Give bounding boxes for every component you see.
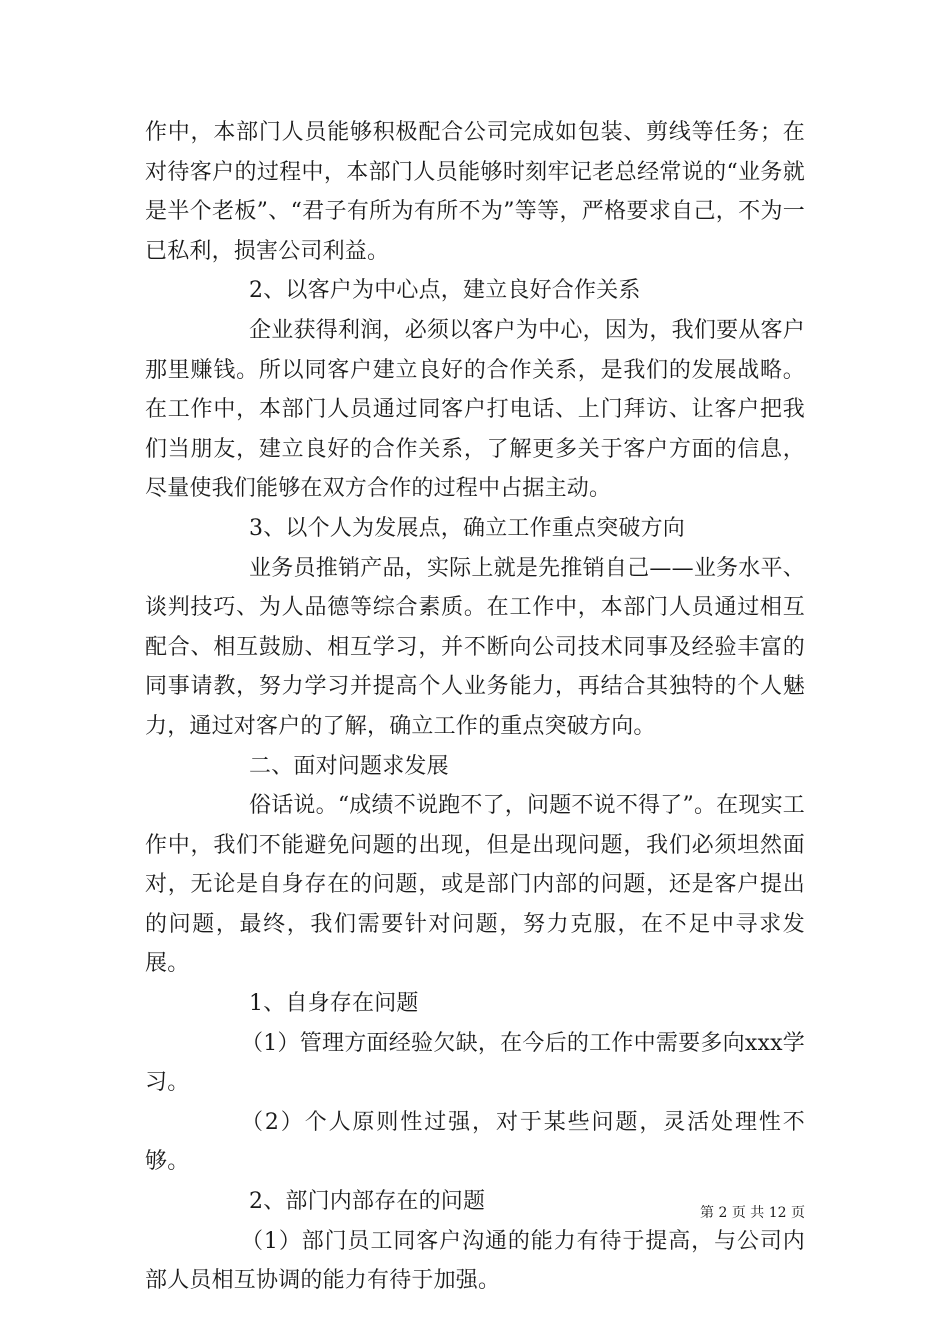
paragraph-saying: 俗话说。“成绩不说跑不了，问题不说不得了”。在现实工作中，我们不能避免问题的出现，但是出现问题，我们必须坦然面对，无论是自身存在的问题，或是部门内部的问题，还是客户提出的问题，最终，我们需要针对问题，努力克服，在不足中寻求发展。 <box>145 793 805 977</box>
paragraph-salesperson: 业务员推销产品，实际上就是先推销自己——业务水平、谈判技巧、为人品德等综合素质。在工作中，本部门人员通过相互配合、相互鼓励、相互学习，并不断向公司技术同事及经验丰富的同事请教，努力学习并提高个人业务能力，再结合其独特的个人魅力，通过对客户的了解，确立工作的重点突破方向。 <box>145 555 805 739</box>
page-number-footer: 第 2 页 共 12 页 <box>700 1205 805 1221</box>
section-heading-personal-development: 3、以个人为发展点，确立工作重点突破方向 <box>249 515 685 541</box>
list-item-communication: （1）部门员工同客户沟通的能力有待于提高，与公司内部人员相互协调的能力有待于加强。 <box>145 1228 805 1294</box>
section-heading-department-problems: 2、部门内部存在的问题 <box>249 1189 486 1215</box>
section-heading-customer-center: 2、以客户为中心点，建立良好合作关系 <box>249 278 641 304</box>
section-heading-face-problems: 二、面对问题求发展 <box>249 753 449 779</box>
paragraph-customer-relations: 企业获得利润，必须以客户为中心，因为，我们要从客户那里赚钱。所以同客户建立良好的合作关系，是我们的发展战略。在工作中，本部门人员通过同客户打电话、上门拜访、让客户把我们当朋友，建立良好的合作关系，了解更多关于客户方面的信息，尽量使我们能够在双方合作的过程中占据主动。 <box>145 317 805 502</box>
list-item-principle: （2）个人原则性过强，对于某些问题，灵活处理性不够。 <box>145 1109 805 1175</box>
paragraph-continuation: 作中，本部门人员能够积极配合公司完成如包装、剪线等任务；在对待客户的过程中，本部门人员能够时刻牢记老总经常说的“业务就是半个老板”、“君子有所为有所不为”等等，严格要求自己，不为一已私利，损害公司利益。 <box>145 120 805 264</box>
section-heading-self-problems: 1、自身存在问题 <box>249 991 419 1017</box>
list-item-management-experience: （1）管理方面经验欠缺，在今后的工作中需要多向xxx学习。 <box>145 1030 805 1096</box>
body-text <box>145 113 805 1301</box>
